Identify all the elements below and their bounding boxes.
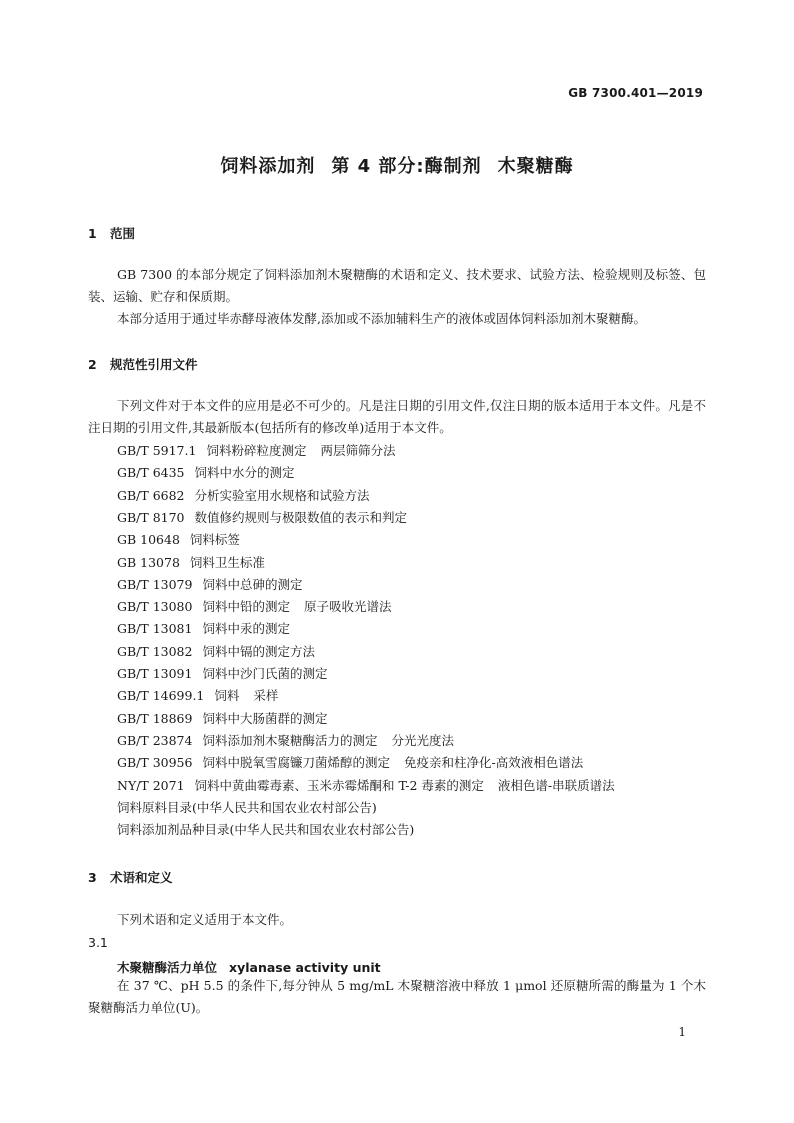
reference-code: GB/T 30956 [117,755,193,771]
references-intro: 下列文件对于本文件的应用是必不可少的。凡是注日期的引用文件,仅注日期的版本适用于本文件。凡是不注日期的引用文件,其最新版本(包括所有的修改单)适用于本文件。 [88,398,706,435]
reference-subtitle: 采样 [253,688,279,704]
reference-code: GB 13078 [117,554,180,570]
reference-title: 饲料中沙门氏菌的测定 [202,666,328,681]
reference-code: GB/T 8170 [117,509,185,525]
reference-item [117,574,302,596]
reference-title: 饲料中镉的测定方法 [202,643,315,659]
reference-code: GB/T 13080 [117,599,193,615]
terms-intro: 下列术语和定义适用于本文件。 [117,912,293,927]
reference-title: 饲料中大肠菌群的测定 [202,710,328,726]
reference-item [117,440,395,462]
document-title [0,152,794,178]
reference-code: GB/T 6435 [117,465,185,481]
standard-number: GB 7300.401—2019 [568,86,703,100]
reference-code: GB/T 18869 [117,710,193,726]
reference-code: GB 10648 [117,532,180,548]
title-part1: 饲料添加剂 [220,156,316,177]
reference-item [117,730,454,752]
reference-item [117,485,370,507]
reference-item [117,663,327,685]
term-definition: 在 37 ℃、pH 5.5 的条件下,每分钟从 5 mg/mL 木聚糖溶液中释放 1 μmol 还原糖所需的酶量为 1 个木聚糖酶活力单位(U)。 [88,978,706,1015]
reference-code: GB/T 13079 [117,576,193,592]
reference-title: 饲料添加剂木聚糖酶活力的测定 [202,732,378,748]
reference-item [117,507,407,529]
reference-item [117,462,295,484]
reference-item [117,685,278,707]
reference-code: GB/T 13082 [117,643,193,659]
reference-subtitle: 液相色谱-串联质谱法 [497,777,615,793]
title-part3: 木聚糖酶 [497,156,574,177]
reference-item [117,618,290,640]
reference-code: GB/T 13081 [117,621,193,637]
section-number: 3 [88,870,97,885]
section-title: 术语和定义 [110,870,173,885]
reference-title: 分析实验室用水规格和试验方法 [194,487,370,503]
reference-title: 饲料卫生标准 [189,554,265,570]
reference-item [117,529,240,551]
section-heading-terms [88,868,173,886]
reference-item [117,641,315,663]
reference-item [117,708,327,730]
reference-item [117,552,265,574]
section-heading-normative-references [88,355,198,373]
reference-item [117,775,615,797]
reference-title: 饲料中总砷的测定 [202,576,303,592]
reference-title: 饲料原料目录(中华人民共和国农业农村部公告) [117,799,377,815]
term-entry [117,958,381,976]
reference-subtitle: 免疫亲和柱净化-高效液相色谱法 [403,755,584,771]
scope-paragraph-1: GB 7300 的本部分规定了饲料添加剂木聚糖酶的术语和定义、技术要求、试验方法、检验规则及标签、包装、运输、贮存和保质期。 [88,267,706,304]
section-number: 2 [88,357,97,372]
reference-title: 饲料中黄曲霉毒素、玉米赤霉烯酮和 T-2 毒素的测定 [194,777,484,793]
reference-code: GB/T 5917.1 [117,443,197,458]
reference-subtitle: 两层筛筛分法 [320,443,396,458]
reference-item [117,819,414,841]
reference-title: 饲料 [214,688,240,704]
reference-title: 饲料粉碎粒度测定 [206,443,307,458]
reference-item [117,596,392,618]
term-chinese: 木聚糖酶活力单位 [117,960,218,975]
section-title: 范围 [110,226,136,241]
section-title: 规范性引用文件 [110,357,198,372]
clause-number: 3.1 [88,935,108,950]
reference-subtitle: 分光光度法 [391,732,454,748]
reference-code: GB/T 6682 [117,487,185,503]
title-part2: 第 4 部分:酶制剂 [331,156,482,177]
reference-code: GB/T 23874 [117,732,193,748]
reference-code: GB/T 14699.1 [117,688,205,704]
reference-title: 饲料中脱氧雪腐镰刀菌烯醇的测定 [202,755,390,771]
reference-title: 饲料添加剂品种目录(中华人民共和国农业农村部公告) [117,822,415,838]
reference-title: 饲料中水分的测定 [194,465,295,481]
reference-title: 数值修约规则与极限数值的表示和判定 [194,509,408,525]
reference-title: 饲料中铅的测定 [202,599,290,615]
reference-code: GB/T 13091 [117,666,193,681]
term-english: xylanase activity unit [229,960,381,975]
reference-title: 饲料标签 [189,532,240,548]
reference-item [117,797,377,819]
page-number: 1 [678,1025,686,1039]
section-number: 1 [88,226,97,241]
section-heading-scope [88,224,135,242]
scope-paragraph-2: 本部分适用于通过毕赤酵母液体发酵,添加或不添加辅料生产的液体或固体饲料添加剂木聚糖酶。 [117,311,646,326]
reference-item [117,752,583,774]
reference-code: NY/T 2071 [117,777,185,793]
reference-title: 饲料中汞的测定 [202,621,290,637]
reference-subtitle: 原子吸收光谱法 [303,599,392,615]
